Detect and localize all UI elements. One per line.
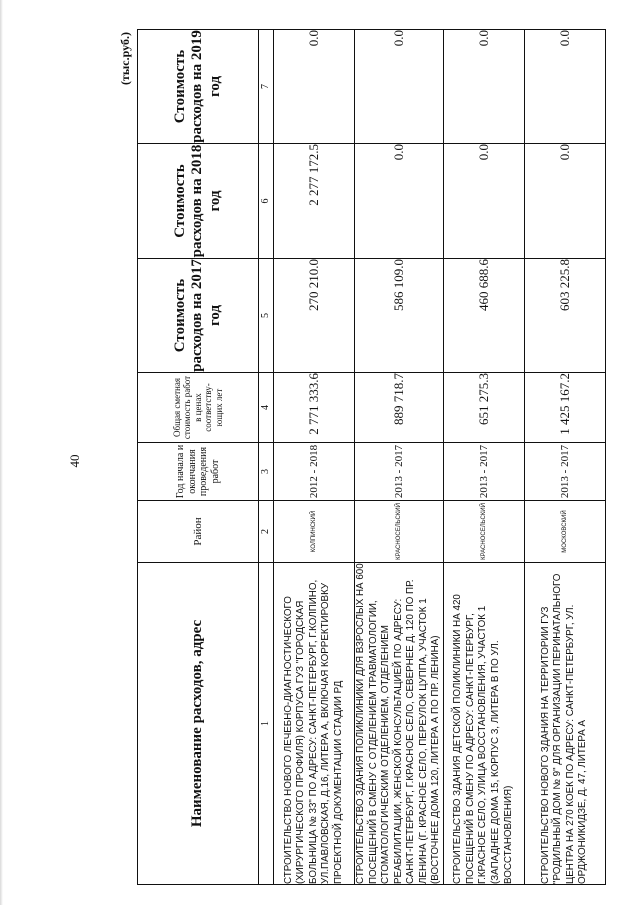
table-row bbox=[355, 30, 444, 885]
row-estimate: 1 425 167.2 bbox=[524, 373, 605, 443]
row-cost-2017: 586 109.0 bbox=[355, 259, 444, 373]
row-name: СТРОИТЕЛЬСТВО ЗДАНИЯ ДЕТСКОЙ ПОЛИКЛИНИКИ НА 420 ПОСЕЩЕНИЙ В СМЕНУ ПО АДРЕСУ: САНКТ-ПЕТЕРБУРГ, Г.КРАСНОЕ СЕЛО, УЛИЦА ВОССТАНОВЛЕНИЯ, УЧАСТОК 1 (ЗАПАДНЕЕ ДОМА 15, КОРПУС 3, ЛИТЕРА В ПО УЛ. ВОССТАНОВЛЕНИЯ) bbox=[443, 563, 524, 885]
column-number: 5 bbox=[259, 259, 274, 373]
row-cost-2019: 0.0 bbox=[355, 30, 444, 144]
header-estimate: Общая сметная стоимость работ в ценах соответству-ющих лет bbox=[138, 373, 259, 443]
column-number: 3 bbox=[259, 443, 274, 501]
header-cost-2017: Стоимость расходов на 2017 год bbox=[138, 259, 259, 373]
unit-label: (тыс.руб.) bbox=[118, 32, 132, 85]
row-district: МОСКОВСКИЙ bbox=[524, 501, 605, 563]
row-district: КРАСНОСЕЛЬСКИЙ bbox=[443, 501, 524, 563]
row-cost-2019: 0.0 bbox=[274, 30, 355, 144]
row-name: СТРОИТЕЛЬСТВО ЗДАНИЯ ПОЛИКЛИНИКИ ДЛЯ ВЗРОСЛЫХ НА 600 ПОСЕЩЕНИЙ В СМЕНУ С ОТДЕЛЕНИЕМ ТРАВМАТОЛОГИИ, СТОМАТОЛОГИЧЕСКИМ ОТДЕЛЕНИЕМ, ОТДЕЛЕНИЕМ РЕАБИЛИТАЦИИ, ЖЕНСКОЙ КОНСУЛЬТАЦИЕЙ ПО АДРЕСУ: САНКТ-ПЕТЕРБУРГ, Г.КРАСНОЕ СЕЛО, СЕВЕРНЕЕ Д. 120 ПО ПР. ЛЕНИНА (Г. КРАСНОЕ СЕЛО, ПЕРЕУЛОК ЦУППА, УЧАСТОК 1 (ВОСТОЧНЕЕ ДОМА 120, ЛИТЕРА А ПО ПР. ЛЕНИНА) bbox=[355, 563, 444, 885]
row-cost-2019: 0.0 bbox=[524, 30, 605, 144]
column-number: 1 bbox=[259, 563, 274, 885]
row-district: КРАСНОСЕЛЬСКИЙ bbox=[355, 501, 444, 563]
header-period: Год начала и окончания проведения работ bbox=[138, 443, 259, 501]
page-number: 40 bbox=[67, 454, 82, 468]
row-cost-2019: 0.0 bbox=[443, 30, 524, 144]
row-district: КОЛПИНСКИЙ bbox=[274, 501, 355, 563]
row-cost-2018: 0.0 bbox=[443, 144, 524, 259]
expenses-table bbox=[137, 29, 606, 885]
header-cost-2019: Стоимость расходов на 2019 год bbox=[138, 30, 259, 144]
column-number: 4 bbox=[259, 373, 274, 443]
row-cost-2017: 270 210.0 bbox=[274, 259, 355, 373]
table-row bbox=[274, 30, 355, 885]
column-number: 7 bbox=[259, 30, 274, 144]
table-row bbox=[443, 30, 524, 885]
row-estimate: 2 771 333.6 bbox=[274, 373, 355, 443]
column-number-row bbox=[259, 30, 274, 885]
row-period: 2013 - 2017 bbox=[443, 443, 524, 501]
header-cost-2018: Стоимость расходов на 2018 год bbox=[138, 144, 259, 259]
row-cost-2018: 0.0 bbox=[524, 144, 605, 259]
row-period: 2012 - 2018 bbox=[274, 443, 355, 501]
row-name: СТРОИТЕЛЬСТВО НОВОГО ЗДАНИЯ НА ТЕРРИТОРИИ ГУЗ "РОДИЛЬНЫЙ ДОМ № 9" ДЛЯ ОРГАНИЗАЦИИ ПЕРИНАТАЛЬНОГО ЦЕНТРА НА 270 КОЕК ПО АДРЕСУ: САНКТ-ПЕТЕРБУРГ, УЛ. ОРДЖОНИКИДЗЕ, Д. 47, ЛИТЕРА А bbox=[524, 563, 605, 885]
row-estimate: 889 718.7 bbox=[355, 373, 444, 443]
row-period: 2013 - 2017 bbox=[524, 443, 605, 501]
rotated-page-content bbox=[115, 30, 625, 885]
header-name: Наименование расходов, адрес bbox=[138, 563, 259, 885]
header-district: Район bbox=[138, 501, 259, 563]
header-row bbox=[138, 30, 259, 885]
row-cost-2017: 460 688.6 bbox=[443, 259, 524, 373]
row-name: СТРОИТЕЛЬСТВО НОВОГО ЛЕЧЕБНО-ДИАГНОСТИЧЕСКОГО (ХИРУРГИЧЕСКОГО ПРОФИЛЯ) КОРПУСА ГУЗ "ГОРОДСКАЯ БОЛЬНИЦА № 33" ПО АДРЕСУ: САНКТ-ПЕТЕРБУРГ, Г.КОЛПИНО, УЛ.ПАВЛОВСКАЯ, Д.16, ЛИТЕРА А, ВКЛЮЧАЯ КОРРЕКТИРОВКУ ПРОЕКТНОЙ ДОКУМЕНТАЦИИ СТАДИИ РД bbox=[274, 563, 355, 885]
row-cost-2018: 2 277 172.5 bbox=[274, 144, 355, 259]
scan-edge-shadow bbox=[0, 0, 3, 905]
column-number: 6 bbox=[259, 144, 274, 259]
column-number: 2 bbox=[259, 501, 274, 563]
row-period: 2013 - 2017 bbox=[355, 443, 444, 501]
row-cost-2017: 603 225.8 bbox=[524, 259, 605, 373]
table-row bbox=[524, 30, 605, 885]
row-estimate: 651 275.3 bbox=[443, 373, 524, 443]
row-cost-2018: 0.0 bbox=[355, 144, 444, 259]
